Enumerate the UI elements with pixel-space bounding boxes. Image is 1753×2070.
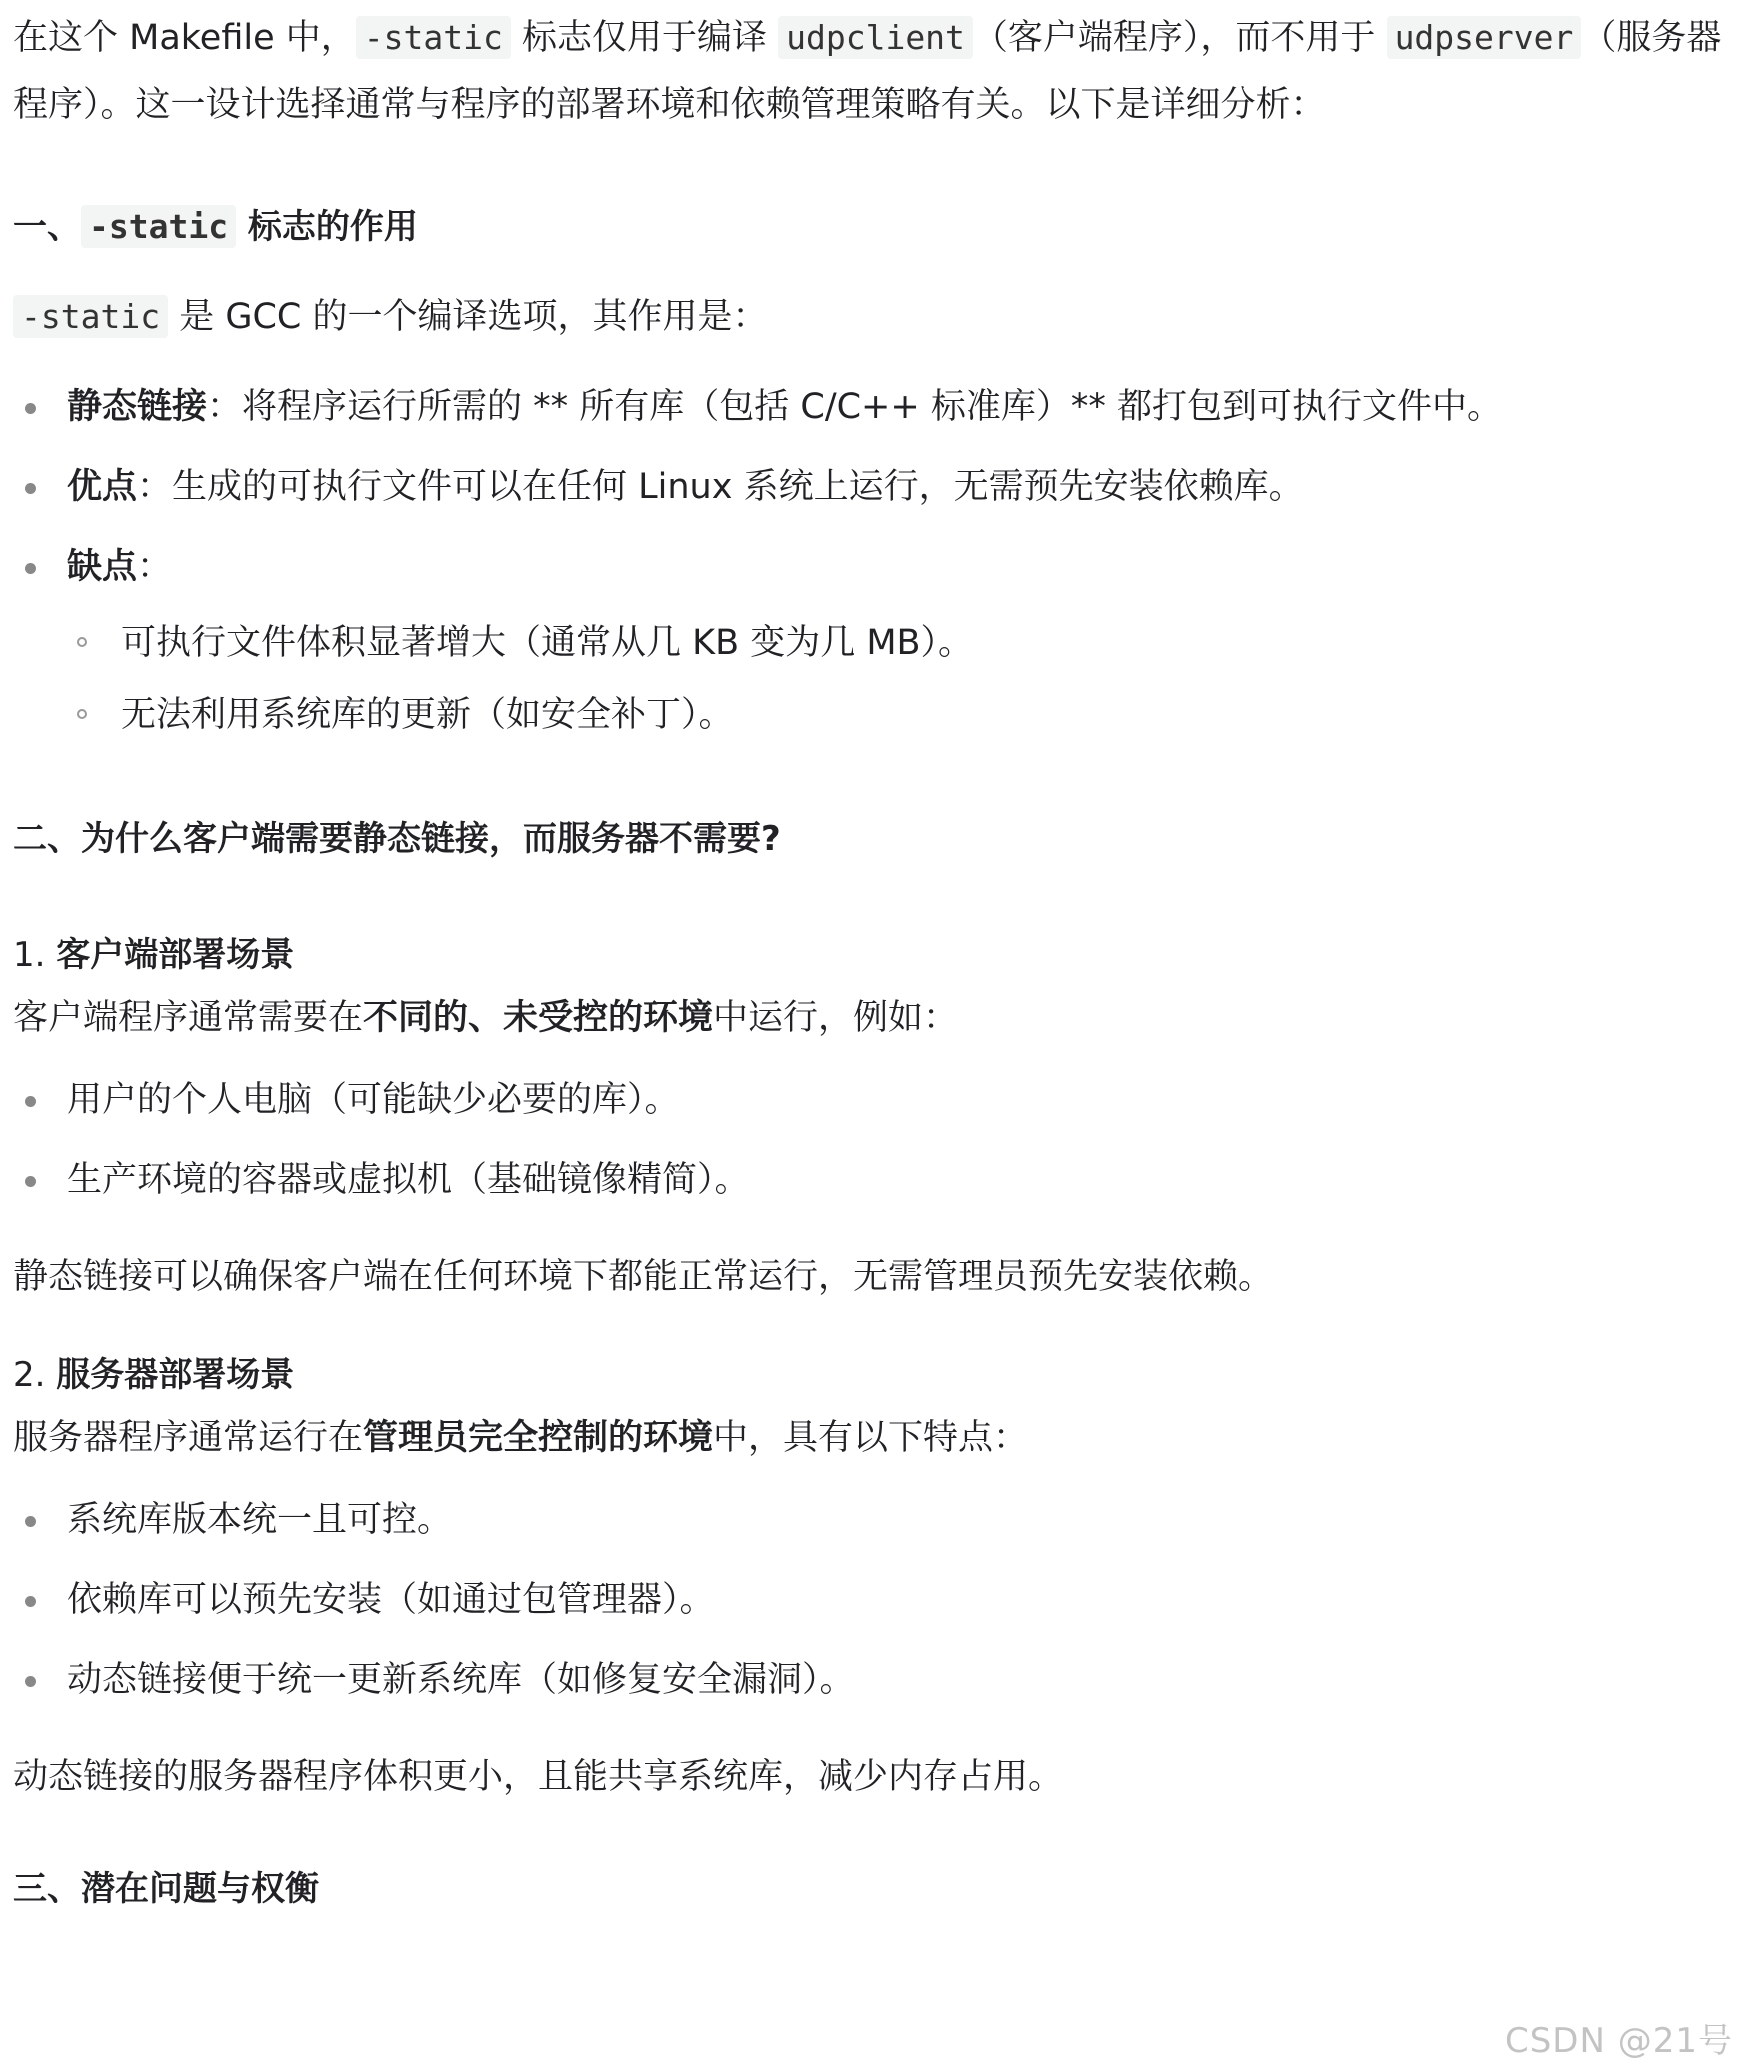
intro-paragraph: 在这个 Makefile 中， -static 标志仅用于编译 udpclient （客户端程序），而不用于 udpserver （服务器程序）。这一设计选择通常与程序的部署环境和依赖管理策略有关。以下是详细分析：	[13, 18, 1722, 125]
list-item: 用户的个人电脑（可能缺少必要的库）。	[13, 1060, 1735, 1140]
list-item: 缺点：	[13, 527, 1735, 607]
drawbacks-sublist	[13, 607, 1735, 751]
section-3-heading: 三、潜在问题与权衡	[13, 1869, 319, 1909]
list-item: 系统库版本统一且可控。	[13, 1480, 1735, 1560]
article-body	[13, 0, 1735, 1917]
section-2-heading: 二、为什么客户端需要静态链接，而服务器不需要?	[13, 819, 781, 859]
list-item: 优点：生成的可执行文件可以在任何 Linux 系统上运行，无需预先安装依赖库。	[13, 447, 1735, 527]
sub-list-item: 可执行文件体积显著增大（通常从几 KB 变为几 MB）。	[13, 607, 1735, 679]
list-item: 静态链接：将程序运行所需的 ** 所有库（包括 C/C++ 标准库）** 都打包到可执行文件中。	[13, 367, 1735, 447]
server-paragraph: 服务器程序通常运行在管理员完全控制的环境中，具有以下特点：	[13, 1418, 1029, 1458]
code-udpclient: udpclient	[778, 16, 973, 59]
client-scenarios-list	[13, 1060, 1735, 1220]
code-static: -static	[356, 16, 511, 59]
section-1-heading: 一、 -static 标志的作用	[13, 207, 418, 247]
server-conclusion: 动态链接的服务器程序体积更小，且能共享系统库，减少内存占用。	[13, 1757, 1064, 1797]
code-static-heading: -static	[81, 205, 236, 248]
code-udpserver: udpserver	[1387, 16, 1582, 59]
list-item: 依赖库可以预先安装（如通过包管理器）。	[13, 1560, 1735, 1640]
section-1-paragraph: -static 是 GCC 的一个编译选项，其作用是：	[13, 283, 1735, 351]
server-subheading: 2. 服务器部署场景	[13, 1355, 295, 1395]
sub-list-item: 无法利用系统库的更新（如安全补丁）。	[13, 679, 1735, 751]
client-paragraph: 客户端程序通常需要在不同的、未受控的环境中运行，例如：	[13, 998, 959, 1038]
list-item: 生产环境的容器或虚拟机（基础镜像精简）。	[13, 1140, 1735, 1220]
server-features-list	[13, 1480, 1735, 1720]
client-conclusion: 静态链接可以确保客户端在任何环境下都能正常运行，无需管理员预先安装依赖。	[13, 1257, 1274, 1297]
csdn-watermark: CSDN @21号	[1504, 2021, 1733, 2061]
client-subheading: 1. 客户端部署场景	[13, 935, 295, 975]
list-item: 动态链接便于统一更新系统库（如修复安全漏洞）。	[13, 1640, 1735, 1720]
static-features-list	[13, 367, 1735, 607]
code-static-inline: -static	[13, 295, 168, 338]
